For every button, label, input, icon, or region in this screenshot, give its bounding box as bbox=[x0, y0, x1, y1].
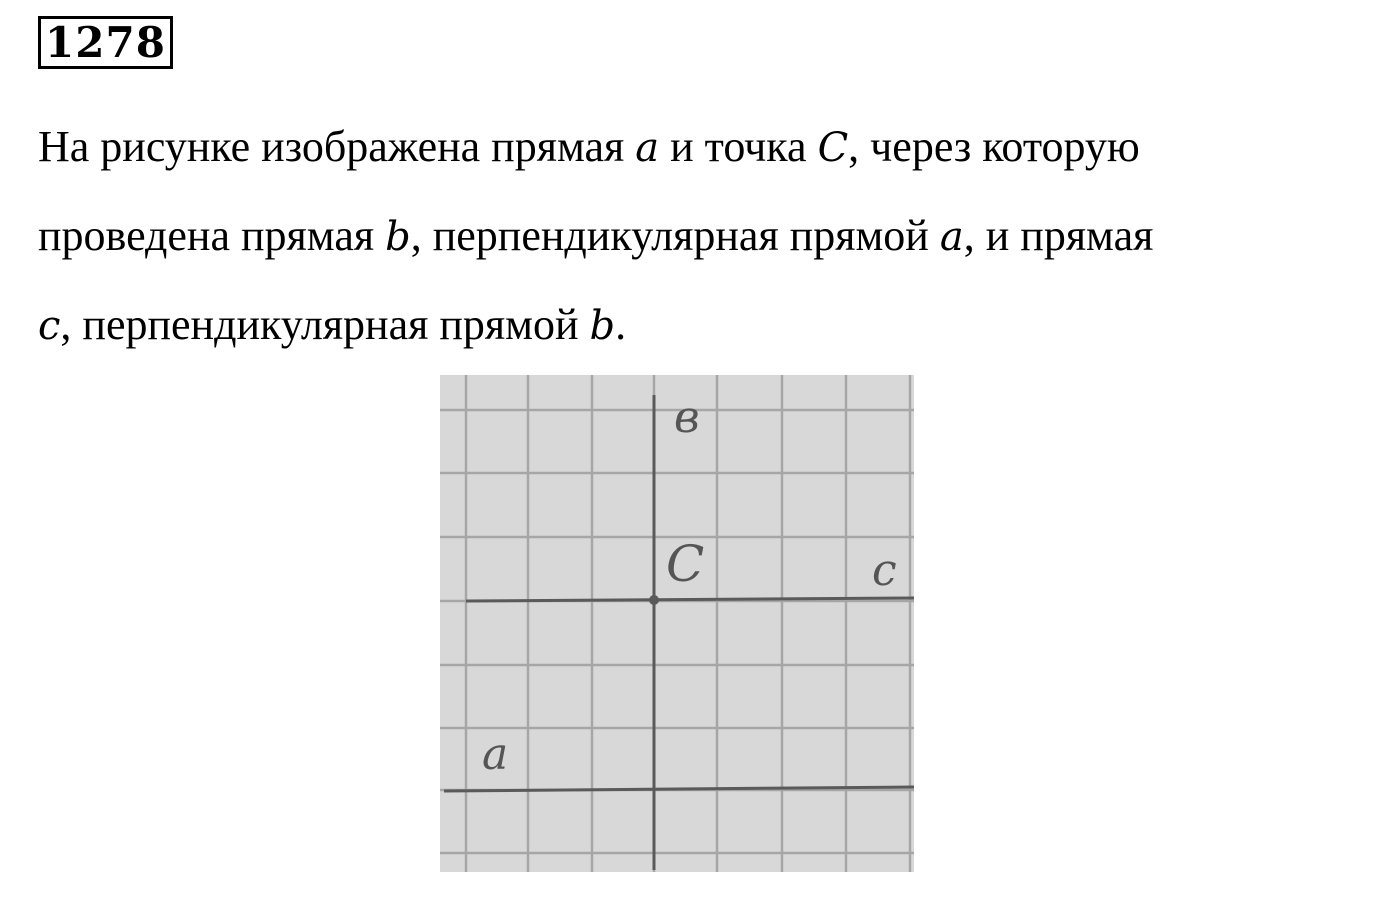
label-C: C bbox=[666, 535, 705, 593]
statement-text: , перпендикулярная прямой bbox=[60, 300, 590, 349]
statement-text: , и прямая bbox=[963, 211, 1154, 260]
problem-number: 1278 bbox=[38, 16, 173, 69]
statement-text: проведена прямая bbox=[38, 211, 386, 260]
label-c: c bbox=[872, 545, 897, 596]
point-C bbox=[649, 595, 659, 605]
problem-statement bbox=[38, 103, 1378, 370]
math-variable: b bbox=[589, 303, 616, 349]
paper-background bbox=[440, 375, 914, 872]
statement-text: На рисунке изображена прямая bbox=[38, 122, 636, 171]
math-variable: C bbox=[817, 125, 849, 171]
statement-line-1 bbox=[38, 103, 1378, 192]
geometry-figure bbox=[440, 375, 914, 872]
label-b: в bbox=[674, 392, 700, 443]
math-variable: b bbox=[385, 214, 411, 260]
statement-text: , через которую bbox=[848, 122, 1140, 171]
statement-text: , перпендикулярная прямой bbox=[410, 211, 940, 260]
math-variable: a bbox=[939, 214, 964, 260]
math-variable: a bbox=[635, 125, 660, 171]
statement-line-3 bbox=[38, 281, 1378, 370]
statement-line-2 bbox=[38, 192, 1378, 281]
statement-text: и точка bbox=[659, 122, 818, 171]
grid-paper-drawing bbox=[440, 375, 914, 872]
statement-text: . bbox=[615, 300, 627, 349]
math-variable: c bbox=[38, 303, 61, 349]
label-a: a bbox=[482, 729, 509, 780]
